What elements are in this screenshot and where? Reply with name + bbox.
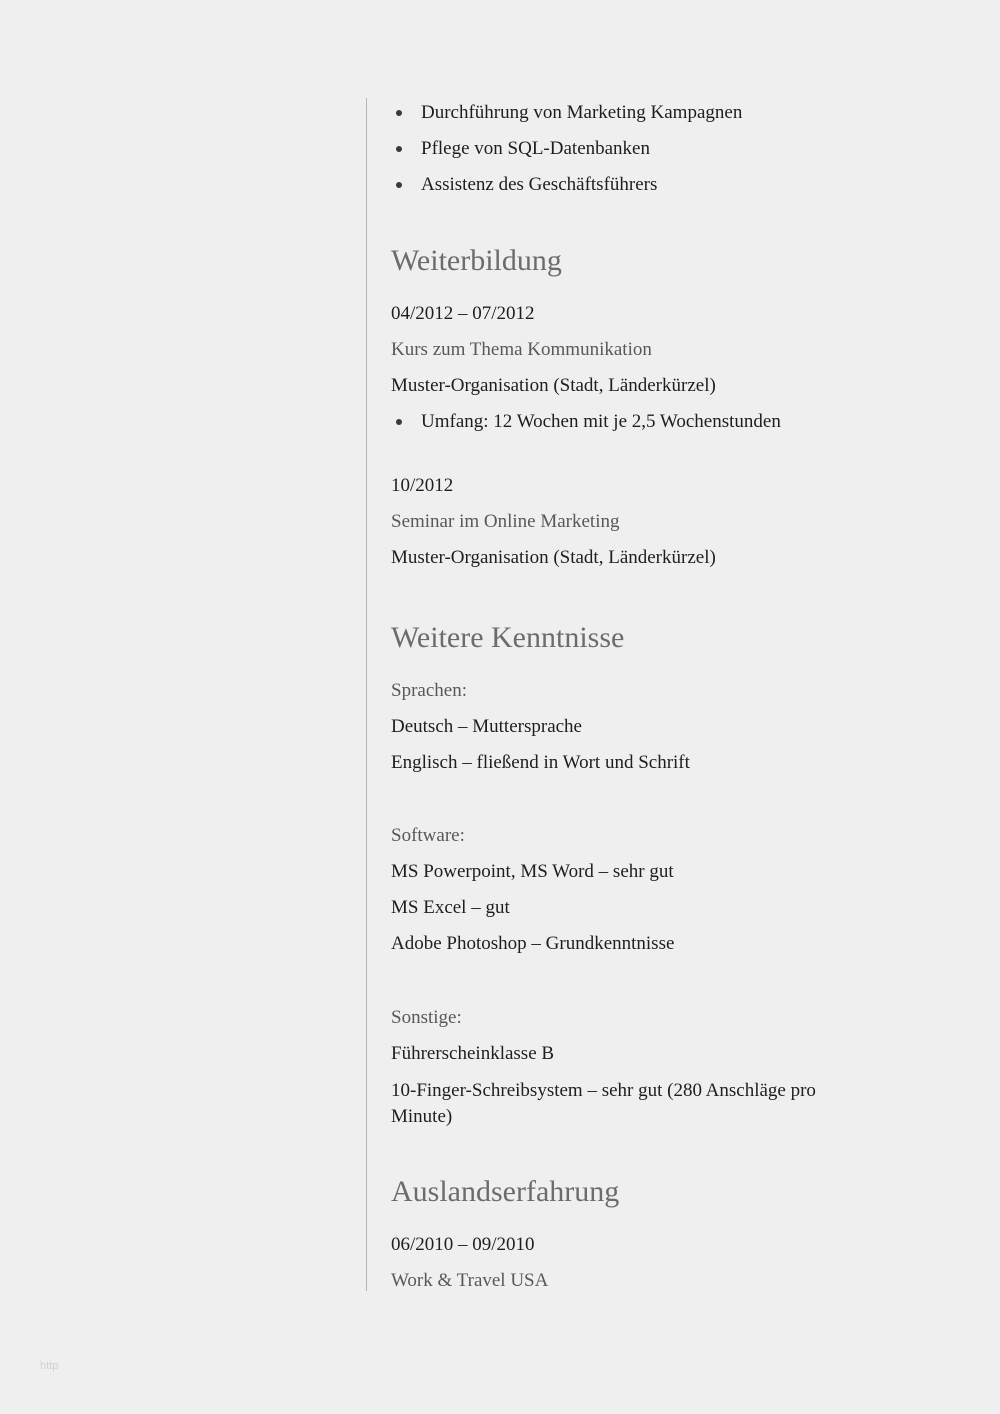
entry-title: Work & Travel USA bbox=[391, 1270, 549, 1291]
list-item: Assistenz des Geschäftsführers bbox=[421, 174, 658, 195]
software-label: Software: bbox=[391, 825, 465, 846]
other-skill-item: 10-Finger-Schreibsystem – sehr gut (280 Anschläge pro Minute) bbox=[391, 1080, 816, 1127]
sprachen-label: Sprachen: bbox=[391, 680, 467, 701]
entry-date: 10/2012 bbox=[391, 475, 454, 496]
entry-organization: Muster-Organisation (Stadt, Länderkürzel) bbox=[391, 547, 716, 568]
entry-date: 04/2012 – 07/2012 bbox=[391, 303, 535, 324]
timeline-divider bbox=[366, 98, 367, 1291]
software-item: Adobe Photoshop – Grundkenntnisse bbox=[391, 933, 675, 954]
other-skill-item: Führerscheinklasse B bbox=[391, 1043, 555, 1064]
bullet-dot bbox=[396, 146, 402, 152]
section-heading-kenntnisse: Weitere Kenntnisse bbox=[391, 621, 625, 654]
section-heading-ausland: Auslandserfahrung bbox=[391, 1175, 620, 1208]
language-item: Englisch – fließend in Wort und Schrift bbox=[391, 752, 690, 773]
entry-detail: Umfang: 12 Wochen mit je 2,5 Wochenstunden bbox=[421, 411, 781, 432]
section-heading-weiterbildung: Weiterbildung bbox=[391, 244, 562, 277]
entry-title: Kurs zum Thema Kommunikation bbox=[391, 339, 652, 360]
entry-date: 06/2010 – 09/2010 bbox=[391, 1234, 535, 1255]
software-item: MS Powerpoint, MS Word – sehr gut bbox=[391, 861, 674, 882]
list-item: Pflege von SQL-Datenbanken bbox=[421, 138, 650, 159]
language-item: Deutsch – Muttersprache bbox=[391, 716, 582, 737]
bullet-dot bbox=[396, 110, 402, 116]
bullet-dot bbox=[396, 182, 402, 188]
software-item: MS Excel – gut bbox=[391, 897, 510, 918]
sonstige-label: Sonstige: bbox=[391, 1007, 462, 1028]
bullet-dot bbox=[396, 419, 402, 425]
entry-title: Seminar im Online Marketing bbox=[391, 511, 620, 532]
entry-organization: Muster-Organisation (Stadt, Länderkürzel) bbox=[391, 375, 716, 396]
list-item: Durchführung von Marketing Kampagnen bbox=[421, 102, 743, 123]
watermark: http bbox=[40, 1360, 59, 1372]
